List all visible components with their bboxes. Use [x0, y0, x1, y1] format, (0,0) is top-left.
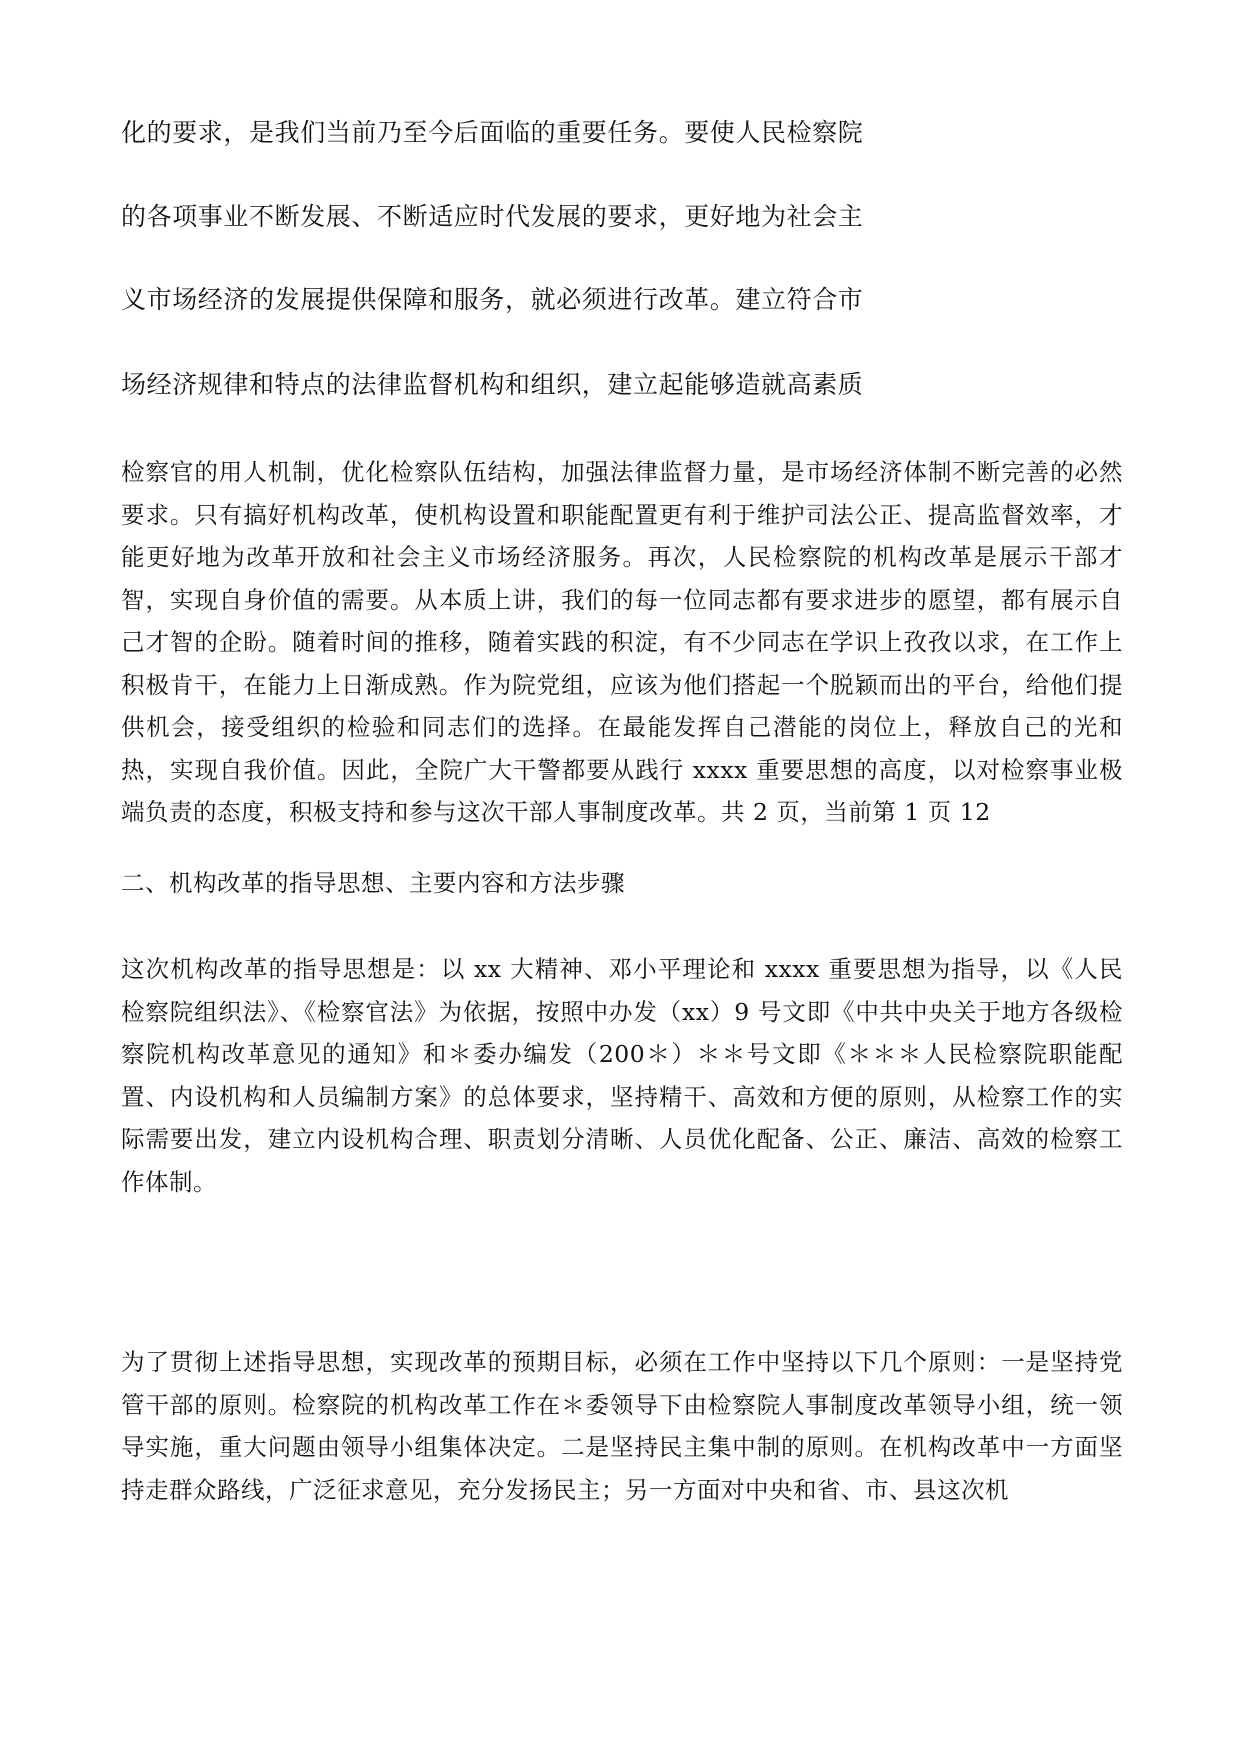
paragraph-principles: 为了贯彻上述指导思想，实现改革的预期目标，必须在工作中坚持以下几个原则：一是坚持党管干部的原则。检察院的机构改革工作在＊委领导下由检察院人事制度改革领导小组，统一领导实施，重大问题由领导小组集体决定。二是坚持民主集中制的原则。在机构改革中一方面坚持走群众路线，广泛征求意见，充分发扬民主；另一方面对中央和省、市、县这次机 [121, 1348, 1123, 1504]
paragraph-guiding-thought: 这次机构改革的指导思想是：以 xx 大精神、邓小平理论和 xxxx 重要思想为指导，以《人民检察院组织法》、《检察官法》为依据，按照中办发（xx）9 号文即《中共中央关于地方各级检察院机构改革意见的通知》和＊委办编发（200＊）＊＊号文即《＊＊＊人民检察院职能配置、内设机构和人员编制方案》的总体要求，坚持精干、高效和方便的原则，从检察工作的实际需要出发，建立内设机构合理、职责划分清晰、人员优化配备、公正、廉洁、高效的检察工作体制。 [121, 955, 1123, 1196]
intro-line-2: 的各项事业不断发展、不断适应时代发展的要求，更好地为社会主 [121, 202, 864, 231]
intro-line-1: 化的要求，是我们当前乃至今后面临的重要任务。要使人民检察院 [121, 118, 864, 147]
section-heading: 二、机构改革的指导思想、主要内容和方法步骤 [121, 869, 625, 897]
paragraph-reform-necessity: 检察官的用人机制，优化检察队伍结构，加强法律监督力量，是市场经济体制不断完善的必然要求。只有搞好机构改革，使机构设置和职能配置更有利于维护司法公正、提高监督效率，才能更好地为改革开放和社会主义市场经济服务。再次，人民检察院的机构改革是展示干部才智，实现自身价值的需要。从本质上讲，我们的每一位同志都有要求进步的愿望，都有展示自己才智的企盼。随着时间的推移，随着实践的积淀，有不少同志在学识上孜孜以求，在工作上积极肯干，在能力上日渐成熟。作为院党组，应该为他们搭起一个脱颖而出的平台，给他们提供机会，接受组织的检验和同志们的选择。在最能发挥自己潜能的岗位上，释放自己的光和热，实现自我价值。因此，全院广大干警都要从践行 xxxx 重要思想的高度，以对检察事业极端负责的态度，积极支持和参与这次干部人事制度改革。共 2 页，当前第 1 页 12 [121, 458, 1123, 826]
intro-line-4: 场经济规律和特点的法律监督机构和组织，建立起能够造就高素质 [121, 370, 864, 399]
intro-line-3: 义市场经济的发展提供保障和服务，就必须进行改革。建立符合市 [121, 285, 864, 314]
